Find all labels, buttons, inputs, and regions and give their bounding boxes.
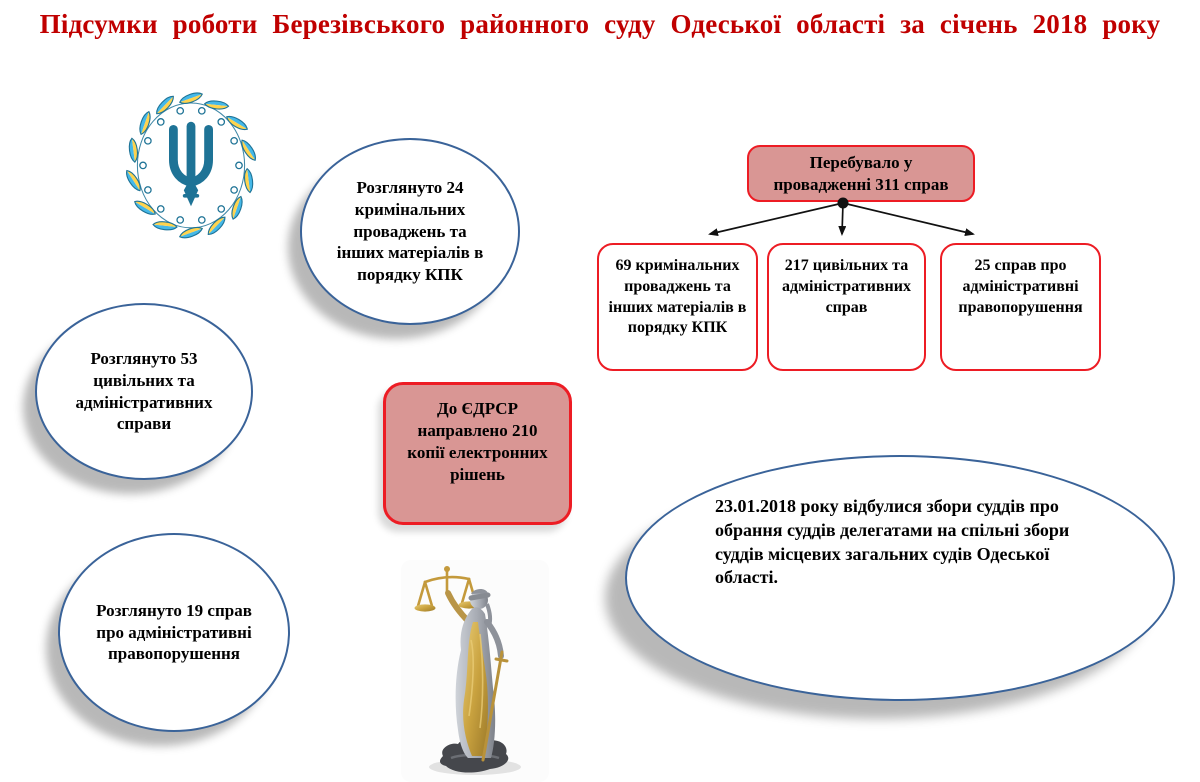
flow-child-criminal-text: 69 кримінальних проваджень та інших матеріалів в порядку КПК [608, 257, 747, 337]
connector-dot [838, 198, 849, 209]
announcement-text: 23.01.2018 року відбулися збори суддів про обрання суддів делегатами на спільні збори суддів місцевих загальних судів Одеської області. [715, 496, 1070, 588]
page-title: Підсумки роботи Березівського районного суду Одеської області за січень 2018 року [39, 9, 1161, 39]
flow-child-civil-text: 217 цивільних та адміністративних справ [782, 257, 911, 316]
flow-child-box-civil [767, 243, 926, 371]
flow-child-admin-text: 25 справ про адміністративні правопорушення [958, 257, 1083, 316]
lady-justice-statue-icon [401, 560, 549, 782]
result-circle-civil-text: Розглянуто 53 цивільних та адміністративних справи [75, 349, 213, 434]
flow-child-box-criminal [597, 243, 758, 371]
announcement-ellipse [625, 455, 1175, 701]
result-circle-criminal-text: Розглянуто 24 кримінальних проваджень та інших матеріалів в порядку КПК [336, 178, 484, 285]
flow-root-box-text: Перебувало у провадженні 311 справ [773, 153, 949, 194]
result-circle-criminal [300, 138, 520, 325]
result-circle-admin [58, 533, 290, 732]
result-circle-admin-text: Розглянуто 19 справ про адміністративні правопорушення [96, 600, 252, 664]
flow-arrows-connector [580, 194, 1160, 246]
result-circle-civil [35, 303, 253, 480]
edrsr-box-text: До ЄДРСР направлено 210 копії електронних рішень [407, 399, 548, 485]
lady-justice-svg [401, 560, 549, 782]
trident-wreath-svg [111, 78, 271, 256]
ukraine-trident-emblem-icon [111, 78, 271, 256]
flow-child-box-admin [940, 243, 1101, 371]
edrsr-box [383, 382, 572, 525]
